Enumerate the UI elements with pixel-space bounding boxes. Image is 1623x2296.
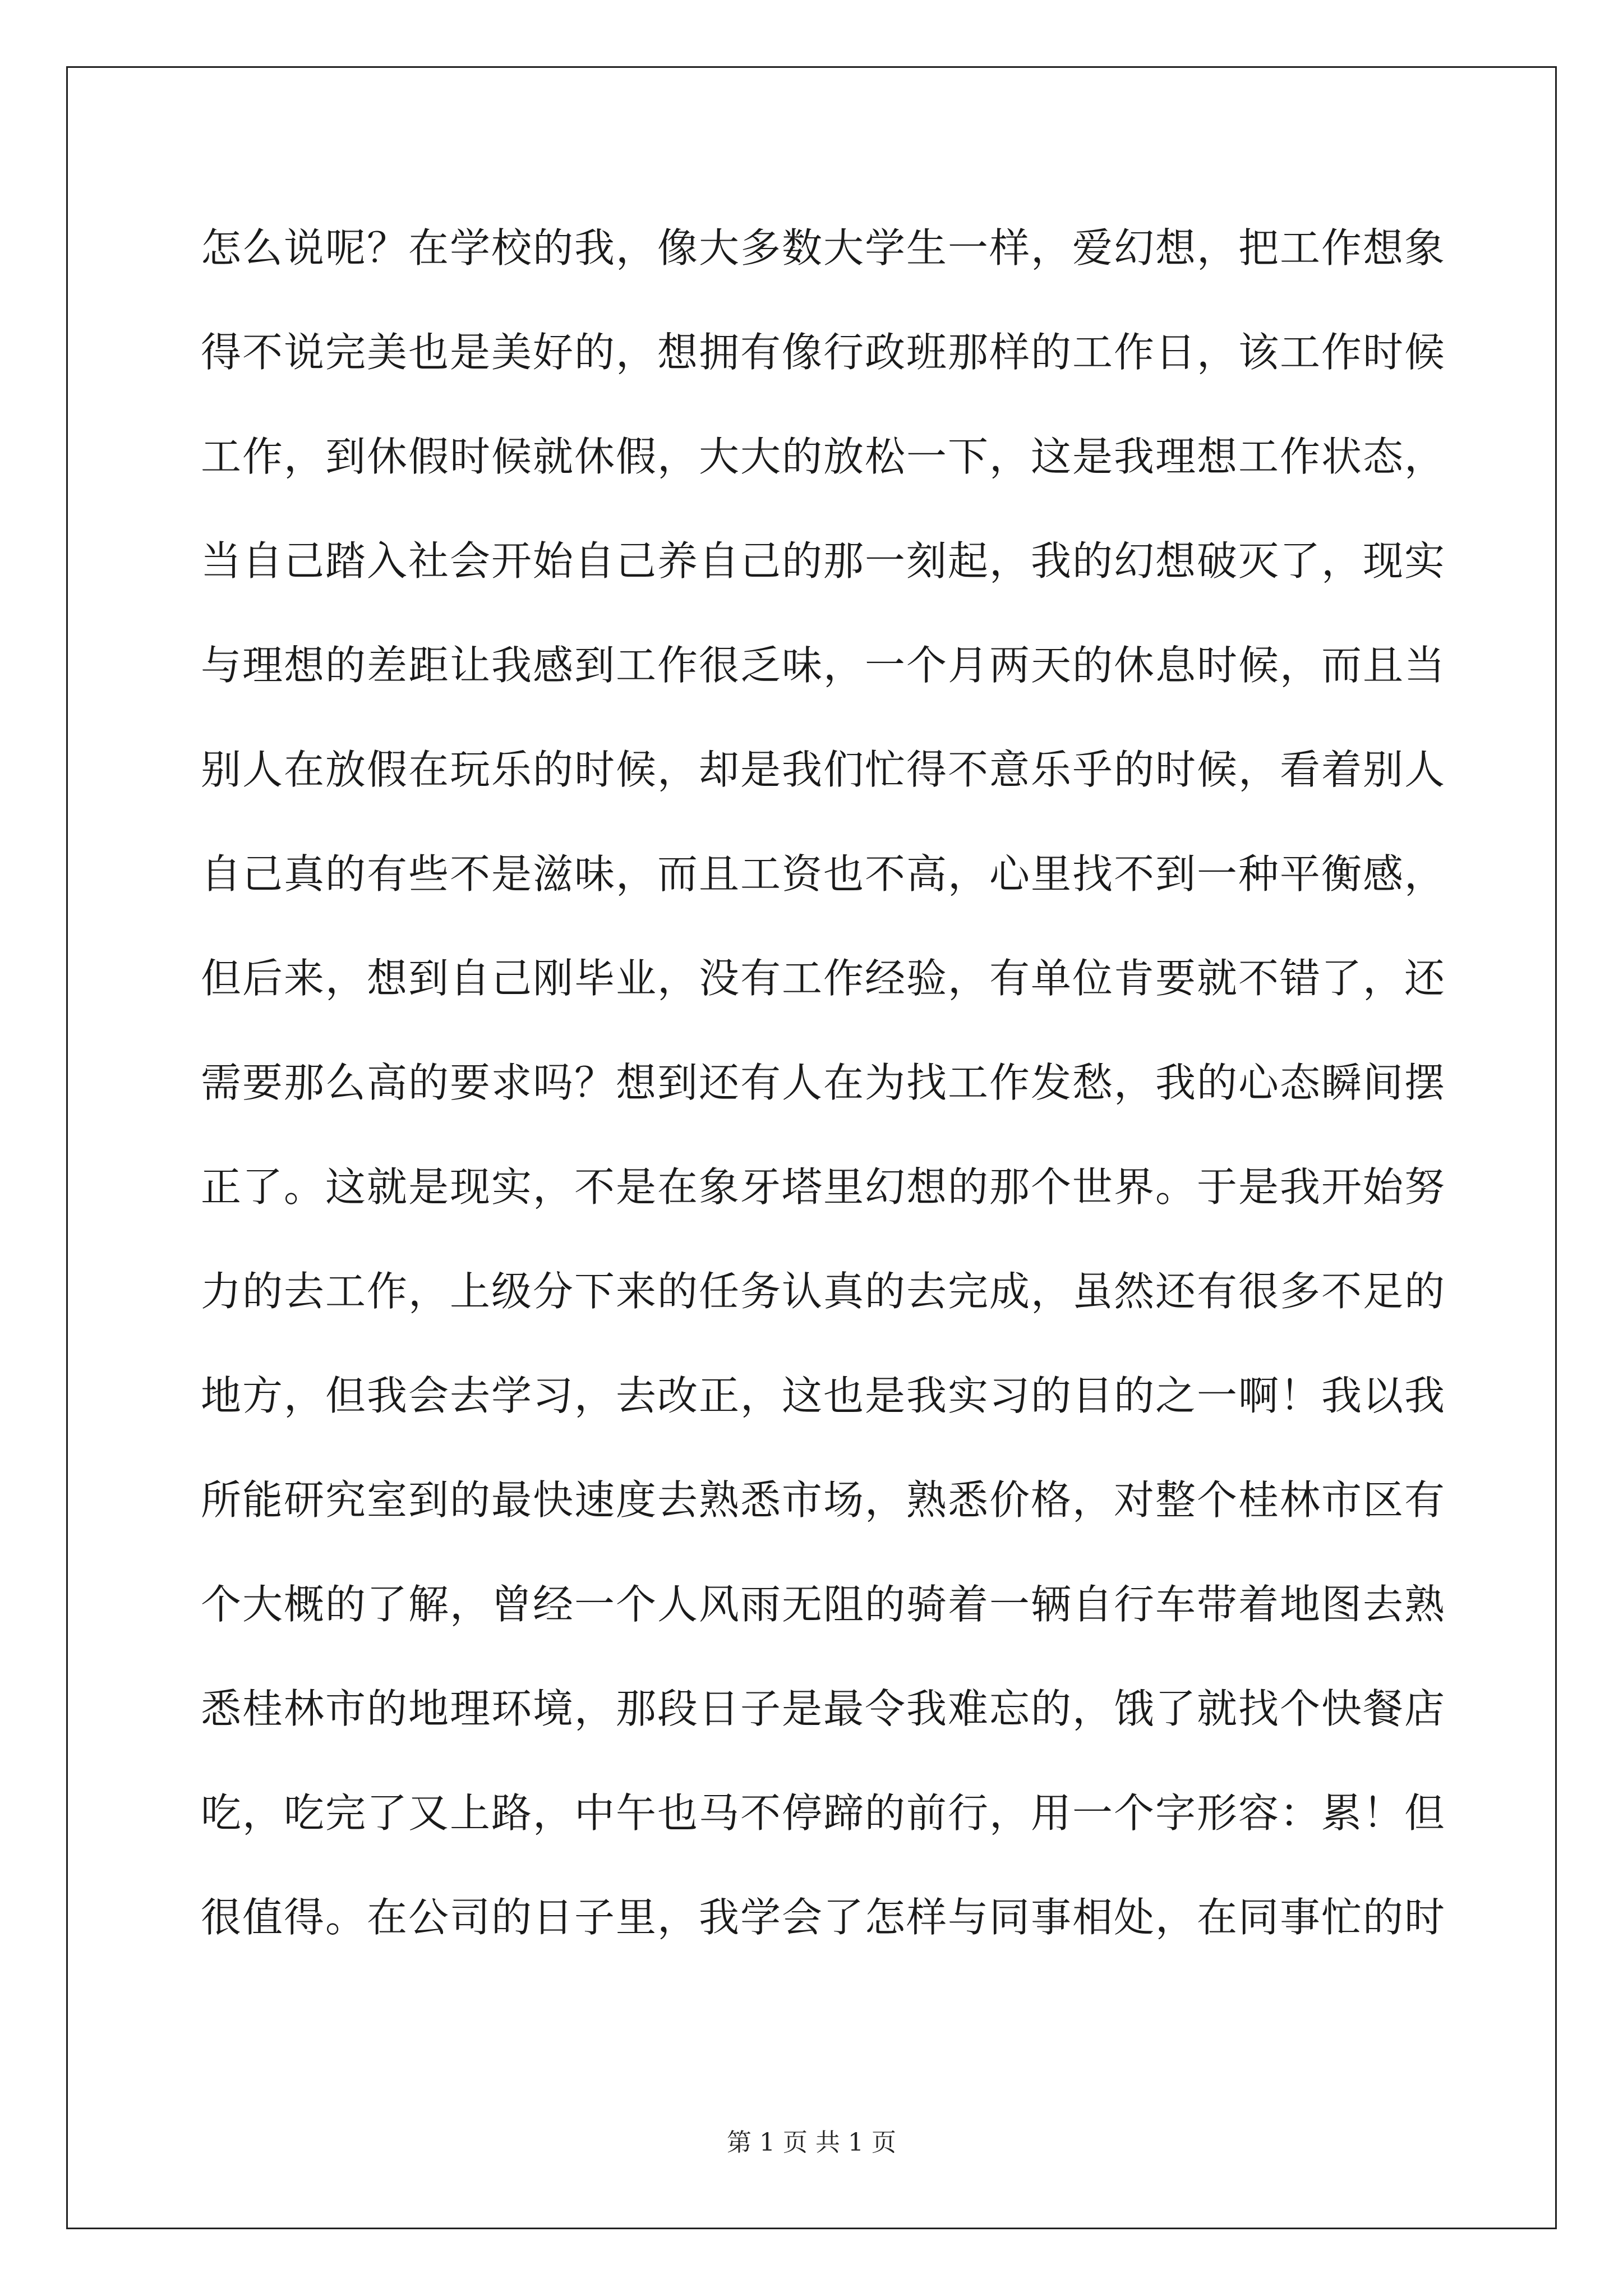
text-line: 但后来，想到自己刚毕业，没有工作经验，有单位肯要就不错了，还 bbox=[201, 955, 1446, 1002]
text-line: 正了。这就是现实，不是在象牙塔里幻想的那个世界。于是我开始努 bbox=[201, 1163, 1446, 1211]
text-line: 得不说完美也是美好的，想拥有像行政班那样的工作日，该工作时候 bbox=[201, 329, 1446, 376]
text-line: 悉桂林市的地理环境，那段日子是最令我难忘的，饿了就找个快餐店 bbox=[201, 1685, 1446, 1732]
text-line: 地方，但我会去学习，去改正，这也是我实习的目的之一啊！我以我 bbox=[201, 1372, 1446, 1419]
text-line: 很值得。在公司的日子里，我学会了怎样与同事相处，在同事忙的时 bbox=[201, 1894, 1446, 1941]
text-line: 所能研究室到的最快速度去熟悉市场，熟悉价格，对整个桂林市区有 bbox=[201, 1476, 1446, 1524]
text-line: 别人在放假在玩乐的时候，却是我们忙得不意乐乎的时候，看着别人 bbox=[201, 746, 1446, 793]
text-line: 当自己踏入社会开始自己养自己的那一刻起，我的幻想破灭了，现实 bbox=[201, 537, 1446, 585]
text-line: 自己真的有些不是滋味，而且工资也不高，心里找不到一种平衡感， bbox=[201, 850, 1446, 898]
text-line: 工作，到休假时候就休假，大大的放松一下，这是我理想工作状态， bbox=[201, 433, 1446, 480]
page-number-footer: 第 1 页 共 1 页 bbox=[727, 2128, 896, 2157]
document-body bbox=[201, 214, 1446, 1988]
text-line: 与理想的差距让我感到工作很乏味，一个月两天的休息时候，而且当 bbox=[201, 642, 1446, 689]
text-line: 个大概的了解，曾经一个人风雨无阻的骑着一辆自行车带着地图去熟 bbox=[201, 1581, 1446, 1628]
text-line: 吃，吃完了又上路，中午也马不停蹄的前行，用一个字形容：累！但 bbox=[201, 1789, 1446, 1837]
text-line: 需要那么高的要求吗？想到还有人在为找工作发愁，我的心态瞬间摆 bbox=[201, 1059, 1446, 1106]
text-line: 力的去工作，上级分下来的任务认真的去完成，虽然还有很多不足的 bbox=[201, 1268, 1446, 1315]
text-line: 怎么说呢？在学校的我，像大多数大学生一样，爱幻想，把工作想象 bbox=[201, 224, 1446, 272]
